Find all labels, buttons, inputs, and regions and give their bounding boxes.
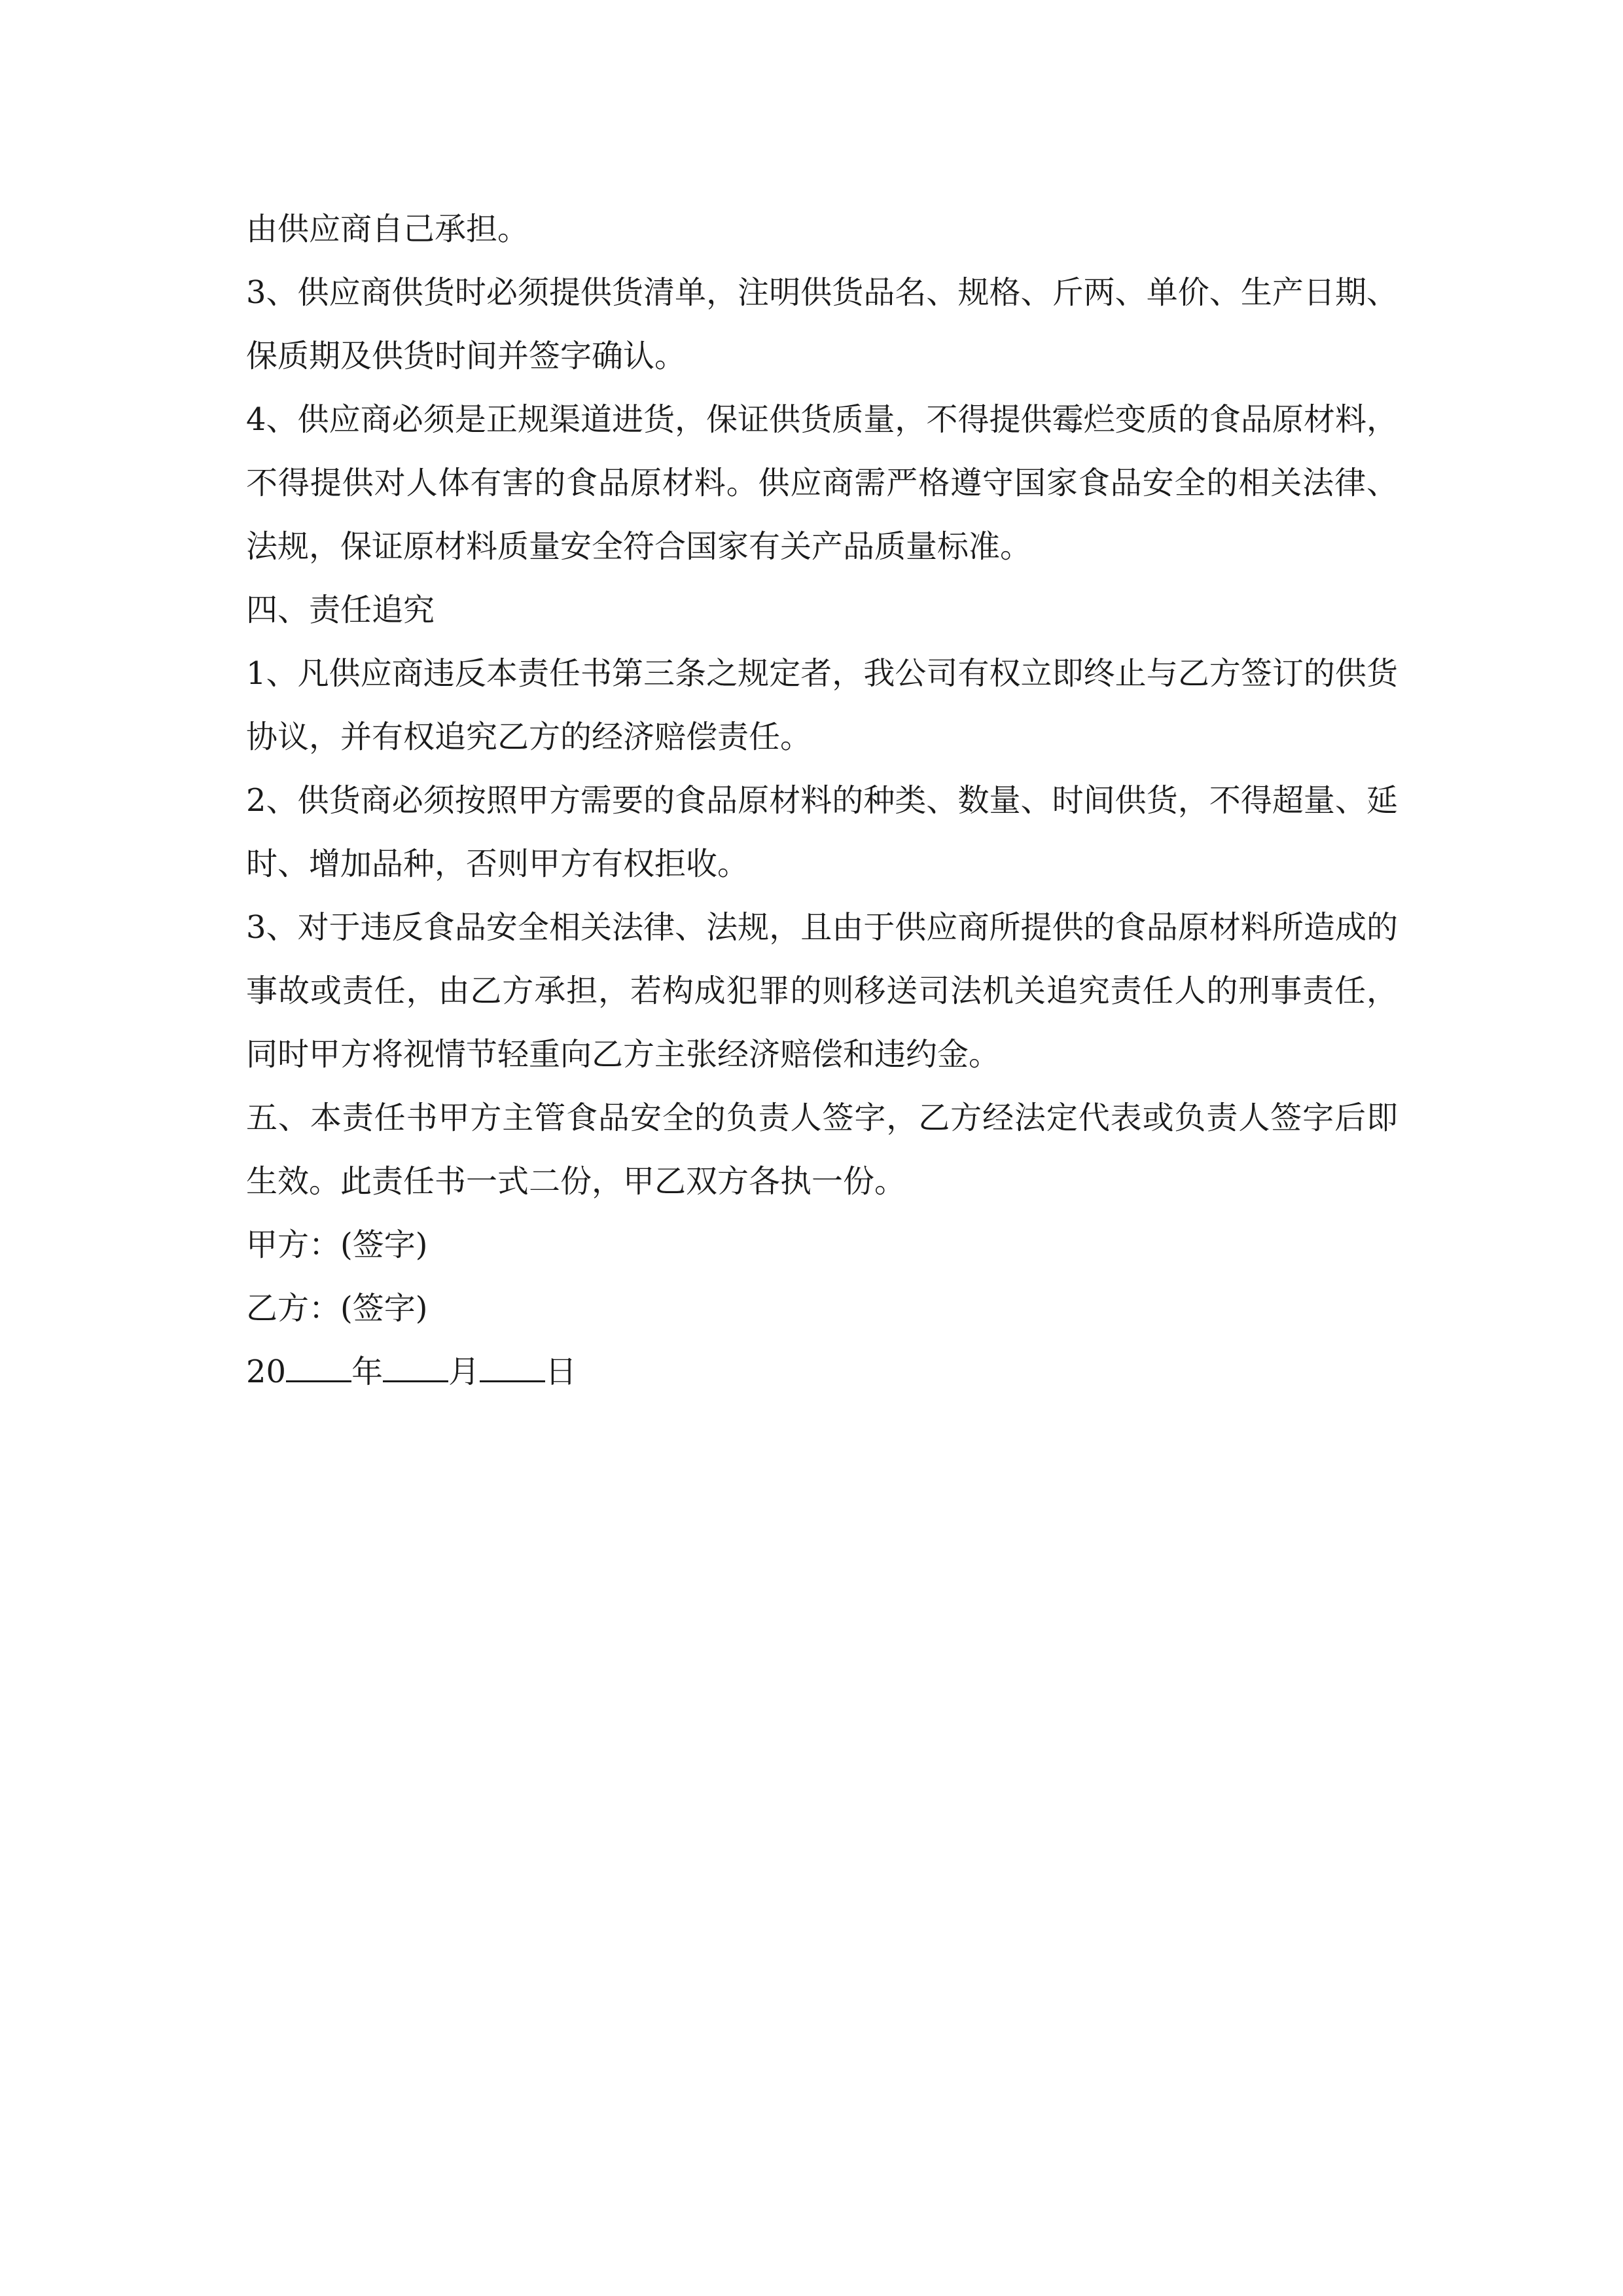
document-body bbox=[246, 198, 1398, 1404]
date-prefix: 20 bbox=[246, 1354, 287, 1390]
paragraph-clause-3: 3、供应商供货时必须提供货清单，注明供货品名、规格、斤两、单价、生产日期、保质期及供货时间并签字确认。 bbox=[246, 274, 1398, 374]
date-line bbox=[246, 1340, 1398, 1404]
party-b-signature: 乙方：(签字) bbox=[246, 1290, 428, 1327]
year-blank bbox=[286, 1354, 351, 1382]
party-a-signature: 甲方：(签字) bbox=[246, 1227, 428, 1263]
month-blank bbox=[383, 1354, 448, 1382]
month-label: 月 bbox=[448, 1354, 480, 1390]
paragraph-liability-1: 1、凡供应商违反本责任书第三条之规定者，我公司有权立即终止与乙方签订的供货协议，并有权追究乙方的经济赔偿责任。 bbox=[246, 655, 1398, 755]
year-label: 年 bbox=[351, 1354, 383, 1390]
paragraph-clause-4: 4、供应商必须是正规渠道进货，保证供货质量，不得提供霉烂变质的食品原材料，不得提供对人体有害的食品原材料。供应商需严格遵守国家食品安全的相关法律、法规，保证原材料质量安全符合国家有关产品质量标准。 bbox=[246, 401, 1398, 565]
section-heading-4: 四、责任追究 bbox=[246, 592, 435, 628]
day-blank bbox=[480, 1354, 545, 1382]
paragraph-liability-3: 3、对于违反食品安全相关法律、法规，且由于供应商所提供的食品原材料所造成的事故或责任，由乙方承担，若构成犯罪的则移送司法机关追究责任人的刑事责任，同时甲方将视情节轻重向乙方主张经济赔偿和违约金。 bbox=[246, 909, 1398, 1073]
day-label: 日 bbox=[545, 1354, 577, 1390]
paragraph-continuation: 由供应商自己承担。 bbox=[246, 211, 529, 247]
section-heading-5: 五、本责任书甲方主管食品安全的负责人签字，乙方经法定代表或负责人签字后即生效。此责任书一式二份，甲乙双方各执一份。 bbox=[246, 1100, 1398, 1200]
paragraph-liability-2: 2、供货商必须按照甲方需要的食品原材料的种类、数量、时间供货，不得超量、延时、增加品种，否则甲方有权拒收。 bbox=[246, 782, 1398, 882]
